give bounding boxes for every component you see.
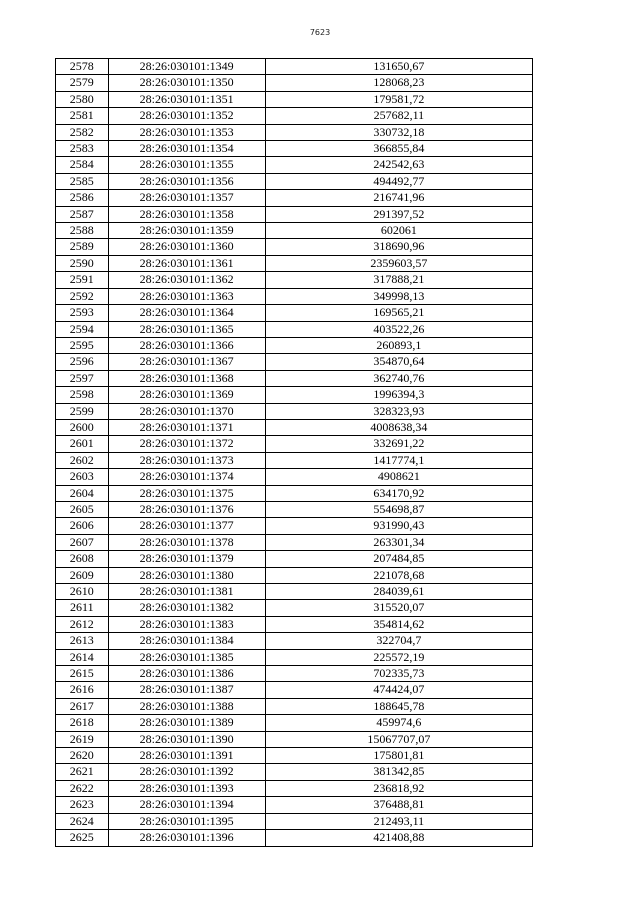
- table-row: [56, 682, 533, 698]
- row-number-cell: 2622: [56, 780, 109, 796]
- value-cell: 212493,11: [265, 813, 532, 829]
- cadastral-number-cell: 28:26:030101:1379: [108, 551, 265, 567]
- table-row: [56, 403, 533, 419]
- value-cell: 207484,85: [265, 551, 532, 567]
- cadastral-number-cell: 28:26:030101:1366: [108, 337, 265, 353]
- row-number-cell: 2613: [56, 633, 109, 649]
- row-number-cell: 2587: [56, 206, 109, 222]
- value-cell: 403522,26: [265, 321, 532, 337]
- value-cell: 128068,23: [265, 75, 532, 91]
- cadastral-number-cell: 28:26:030101:1390: [108, 731, 265, 747]
- value-cell: 328323,93: [265, 403, 532, 419]
- row-number-cell: 2614: [56, 649, 109, 665]
- cadastral-number-cell: 28:26:030101:1380: [108, 567, 265, 583]
- table-row: [56, 108, 533, 124]
- cadastral-number-cell: 28:26:030101:1387: [108, 682, 265, 698]
- table-row: [56, 485, 533, 501]
- table-row: [56, 239, 533, 255]
- table-row: [56, 797, 533, 813]
- table-row: [56, 518, 533, 534]
- table-row: [56, 255, 533, 271]
- table-row: [56, 173, 533, 189]
- row-number-cell: 2581: [56, 108, 109, 124]
- row-number-cell: 2612: [56, 616, 109, 632]
- value-cell: 554698,87: [265, 501, 532, 517]
- page-number: 7623: [309, 28, 331, 37]
- cadastral-number-cell: 28:26:030101:1392: [108, 764, 265, 780]
- value-cell: 376488,81: [265, 797, 532, 813]
- value-cell: 188645,78: [265, 698, 532, 714]
- value-cell: 1417774,1: [265, 452, 532, 468]
- table-row: [56, 206, 533, 222]
- value-cell: 354870,64: [265, 354, 532, 370]
- table-row: [56, 748, 533, 764]
- cadastral-number-cell: 28:26:030101:1383: [108, 616, 265, 632]
- table-row: [56, 436, 533, 452]
- cadastral-number-cell: 28:26:030101:1372: [108, 436, 265, 452]
- cadastral-number-cell: 28:26:030101:1357: [108, 190, 265, 206]
- row-number-cell: 2609: [56, 567, 109, 583]
- row-number-cell: 2584: [56, 157, 109, 173]
- row-number-cell: 2600: [56, 419, 109, 435]
- table-row: [56, 272, 533, 288]
- table-row: [56, 534, 533, 550]
- cadastral-number-cell: 28:26:030101:1354: [108, 141, 265, 157]
- table-row: [56, 666, 533, 682]
- cadastral-number-cell: 28:26:030101:1368: [108, 370, 265, 386]
- cadastral-number-cell: 28:26:030101:1359: [108, 223, 265, 239]
- table-row: [56, 584, 533, 600]
- table-row: [56, 452, 533, 468]
- table-row: [56, 633, 533, 649]
- row-number-cell: 2583: [56, 141, 109, 157]
- value-cell: 602061: [265, 223, 532, 239]
- row-number-cell: 2620: [56, 748, 109, 764]
- table-row: [56, 567, 533, 583]
- value-cell: 257682,11: [265, 108, 532, 124]
- table-row: [56, 141, 533, 157]
- row-number-cell: 2588: [56, 223, 109, 239]
- cadastral-number-cell: 28:26:030101:1350: [108, 75, 265, 91]
- row-number-cell: 2621: [56, 764, 109, 780]
- row-number-cell: 2597: [56, 370, 109, 386]
- row-number-cell: 2593: [56, 305, 109, 321]
- cadastral-number-cell: 28:26:030101:1353: [108, 124, 265, 140]
- row-number-cell: 2604: [56, 485, 109, 501]
- row-number-cell: 2579: [56, 75, 109, 91]
- cadastral-number-cell: 28:26:030101:1355: [108, 157, 265, 173]
- value-cell: 315520,07: [265, 600, 532, 616]
- row-number-cell: 2585: [56, 173, 109, 189]
- row-number-cell: 2611: [56, 600, 109, 616]
- row-number-cell: 2594: [56, 321, 109, 337]
- row-number-cell: 2591: [56, 272, 109, 288]
- value-cell: 317888,21: [265, 272, 532, 288]
- cadastral-number-cell: 28:26:030101:1396: [108, 830, 265, 846]
- value-cell: 330732,18: [265, 124, 532, 140]
- table-row: [56, 715, 533, 731]
- table-row: [56, 387, 533, 403]
- table-row: [56, 190, 533, 206]
- value-cell: 169565,21: [265, 305, 532, 321]
- table-row: [56, 288, 533, 304]
- value-cell: 459974,6: [265, 715, 532, 731]
- value-cell: 291397,52: [265, 206, 532, 222]
- row-number-cell: 2603: [56, 469, 109, 485]
- cadastral-number-cell: 28:26:030101:1370: [108, 403, 265, 419]
- row-number-cell: 2623: [56, 797, 109, 813]
- cadastral-number-cell: 28:26:030101:1360: [108, 239, 265, 255]
- value-cell: 216741,96: [265, 190, 532, 206]
- row-number-cell: 2586: [56, 190, 109, 206]
- table-row: [56, 59, 533, 75]
- row-number-cell: 2624: [56, 813, 109, 829]
- row-number-cell: 2616: [56, 682, 109, 698]
- row-number-cell: 2607: [56, 534, 109, 550]
- cadastral-number-cell: 28:26:030101:1381: [108, 584, 265, 600]
- value-cell: 242542,63: [265, 157, 532, 173]
- row-number-cell: 2596: [56, 354, 109, 370]
- value-cell: 634170,92: [265, 485, 532, 501]
- table-row: [56, 830, 533, 846]
- table-row: [56, 419, 533, 435]
- value-cell: 381342,85: [265, 764, 532, 780]
- cadastral-number-cell: 28:26:030101:1393: [108, 780, 265, 796]
- cadastral-number-cell: 28:26:030101:1391: [108, 748, 265, 764]
- value-cell: 4908621: [265, 469, 532, 485]
- table-row: [56, 780, 533, 796]
- value-cell: 236818,92: [265, 780, 532, 796]
- row-number-cell: 2605: [56, 501, 109, 517]
- row-number-cell: 2608: [56, 551, 109, 567]
- cadastral-number-cell: 28:26:030101:1384: [108, 633, 265, 649]
- table-row: [56, 698, 533, 714]
- cadastral-number-cell: 28:26:030101:1375: [108, 485, 265, 501]
- cadastral-number-cell: 28:26:030101:1382: [108, 600, 265, 616]
- cadastral-number-cell: 28:26:030101:1389: [108, 715, 265, 731]
- cadastral-number-cell: 28:26:030101:1377: [108, 518, 265, 534]
- row-number-cell: 2589: [56, 239, 109, 255]
- value-cell: 263301,34: [265, 534, 532, 550]
- row-number-cell: 2578: [56, 59, 109, 75]
- table-row: [56, 813, 533, 829]
- value-cell: 354814,62: [265, 616, 532, 632]
- value-cell: 474424,07: [265, 682, 532, 698]
- value-cell: 421408,88: [265, 830, 532, 846]
- table-row: [56, 157, 533, 173]
- table-row: [56, 321, 533, 337]
- value-cell: 15067707,07: [265, 731, 532, 747]
- row-number-cell: 2580: [56, 91, 109, 107]
- cadastral-number-cell: 28:26:030101:1374: [108, 469, 265, 485]
- row-number-cell: 2619: [56, 731, 109, 747]
- value-cell: 131650,67: [265, 59, 532, 75]
- row-number-cell: 2595: [56, 337, 109, 353]
- table-row: [56, 124, 533, 140]
- value-cell: 494492,77: [265, 173, 532, 189]
- value-cell: 284039,61: [265, 584, 532, 600]
- value-cell: 2359603,57: [265, 255, 532, 271]
- cadastral-number-cell: 28:26:030101:1351: [108, 91, 265, 107]
- table-row: [56, 354, 533, 370]
- table-row: [56, 75, 533, 91]
- value-cell: 221078,68: [265, 567, 532, 583]
- row-number-cell: 2582: [56, 124, 109, 140]
- value-cell: 332691,22: [265, 436, 532, 452]
- row-number-cell: 2592: [56, 288, 109, 304]
- table-row: [56, 370, 533, 386]
- value-cell: 349998,13: [265, 288, 532, 304]
- value-cell: 175801,81: [265, 748, 532, 764]
- value-cell: 931990,43: [265, 518, 532, 534]
- cadastral-number-cell: 28:26:030101:1358: [108, 206, 265, 222]
- cadastral-number-cell: 28:26:030101:1395: [108, 813, 265, 829]
- cadastral-number-cell: 28:26:030101:1369: [108, 387, 265, 403]
- row-number-cell: 2610: [56, 584, 109, 600]
- table-row: [56, 731, 533, 747]
- value-cell: 1996394,3: [265, 387, 532, 403]
- row-number-cell: 2606: [56, 518, 109, 534]
- cadastral-number-cell: 28:26:030101:1363: [108, 288, 265, 304]
- table-row: [56, 91, 533, 107]
- table-row: [56, 764, 533, 780]
- cadastral-number-cell: 28:26:030101:1362: [108, 272, 265, 288]
- row-number-cell: 2617: [56, 698, 109, 714]
- cadastral-number-cell: 28:26:030101:1394: [108, 797, 265, 813]
- cadastral-number-cell: 28:26:030101:1356: [108, 173, 265, 189]
- value-cell: 318690,96: [265, 239, 532, 255]
- registry-table-body: [56, 59, 533, 847]
- table-row: [56, 551, 533, 567]
- table-row: [56, 337, 533, 353]
- cadastral-number-cell: 28:26:030101:1378: [108, 534, 265, 550]
- table-row: [56, 600, 533, 616]
- table-row: [56, 223, 533, 239]
- row-number-cell: 2625: [56, 830, 109, 846]
- row-number-cell: 2598: [56, 387, 109, 403]
- cadastral-number-cell: 28:26:030101:1364: [108, 305, 265, 321]
- value-cell: 260893,1: [265, 337, 532, 353]
- value-cell: 4008638,34: [265, 419, 532, 435]
- value-cell: 179581,72: [265, 91, 532, 107]
- value-cell: 366855,84: [265, 141, 532, 157]
- table-row: [56, 305, 533, 321]
- cadastral-number-cell: 28:26:030101:1365: [108, 321, 265, 337]
- value-cell: 362740,76: [265, 370, 532, 386]
- value-cell: 322704,7: [265, 633, 532, 649]
- cadastral-number-cell: 28:26:030101:1385: [108, 649, 265, 665]
- cadastral-number-cell: 28:26:030101:1371: [108, 419, 265, 435]
- cadastral-number-cell: 28:26:030101:1388: [108, 698, 265, 714]
- table-row: [56, 649, 533, 665]
- value-cell: 225572,19: [265, 649, 532, 665]
- cadastral-number-cell: 28:26:030101:1349: [108, 59, 265, 75]
- row-number-cell: 2601: [56, 436, 109, 452]
- row-number-cell: 2615: [56, 666, 109, 682]
- row-number-cell: 2599: [56, 403, 109, 419]
- cadastral-number-cell: 28:26:030101:1367: [108, 354, 265, 370]
- registry-table: [55, 58, 533, 847]
- row-number-cell: 2602: [56, 452, 109, 468]
- cadastral-number-cell: 28:26:030101:1386: [108, 666, 265, 682]
- cadastral-number-cell: 28:26:030101:1376: [108, 501, 265, 517]
- row-number-cell: 2590: [56, 255, 109, 271]
- row-number-cell: 2618: [56, 715, 109, 731]
- table-row: [56, 501, 533, 517]
- table-row: [56, 616, 533, 632]
- cadastral-number-cell: 28:26:030101:1361: [108, 255, 265, 271]
- value-cell: 702335,73: [265, 666, 532, 682]
- table-row: [56, 469, 533, 485]
- cadastral-number-cell: 28:26:030101:1352: [108, 108, 265, 124]
- cadastral-number-cell: 28:26:030101:1373: [108, 452, 265, 468]
